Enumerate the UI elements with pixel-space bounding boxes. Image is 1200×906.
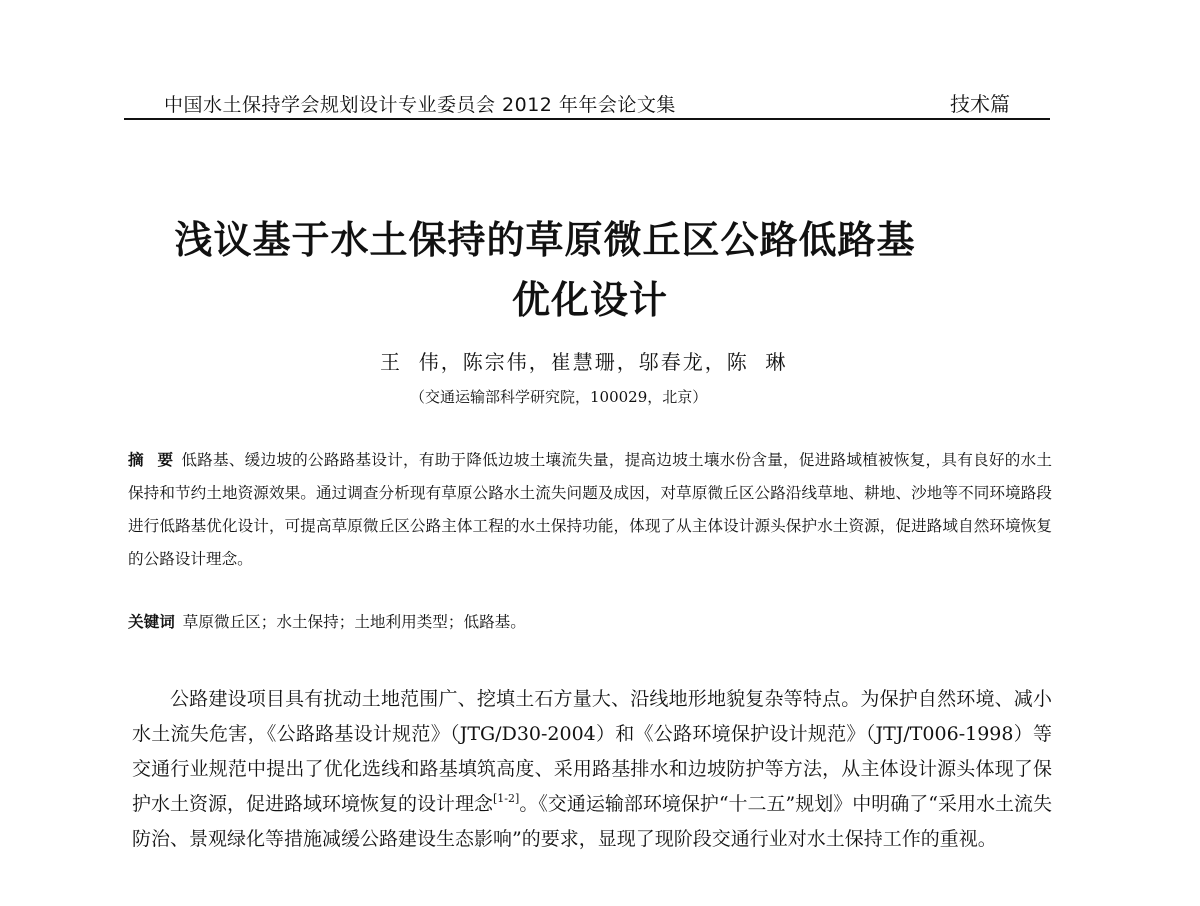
authors: 王 伟，陈宗伟，崔慧珊，邬春龙，陈 琳 [380, 350, 788, 374]
keywords [128, 610, 1052, 634]
abstract-text: 低路基、缓边坡的公路路基设计，有助于降低边坡土壤流失量，提高边坡土壤水份含量，促进路域植被恢复，具有良好的水土保持和节约土地资源效果。通过调查分析现有草原公路水土流失问题及成因，对草原微丘区公路沿线草地、耕地、沙地等不同环境路段进行低路基优化设计，可提高草原微丘区公路主体工程的水土保持功能，体现了从主体设计源头保护水土资源，促进路域自然环境恢复的公路设计理念。 [128, 451, 1052, 568]
citation-reference: [1-2] [493, 792, 520, 805]
keywords-text: 草原微丘区；水土保持；土地利用类型；低路基。 [182, 613, 526, 631]
proceedings-title: 中国水土保持学会规划设计专业委员会 2012 年年会论文集 [164, 94, 676, 116]
body-text-part-1: 公路建设项目具有扰动土地范围广、挖填土石方量大、沿线地形地貌复杂等特点。为保护自然环境、减小水土流失危害，《公路路基设计规范》（JTG/D30-2004）和《公路环境保护设计规范》（JTJ/T006-1998）等交通行业规范中提出了优化选线和路基填筑高度、采用路基排水和边坡防护等方法，从主体设计源头体现了保护水土资源，促进路域环境恢复的设计理念 [132, 688, 1052, 815]
abstract-label: 摘 要 [128, 451, 178, 469]
paper-title [0, 210, 1200, 330]
body-text-part-2: 。《交通运输部环境保护“十二五”规划》中明确了“采用水土流失防治、景观绿化等措施减缓公路建设生态影响”的要求，显现了现阶段交通行业对水土保持工作的重视。 [132, 793, 1052, 850]
title-line-2: 优化设计 [511, 278, 668, 322]
title-line-1: 浅议基于水土保持的草原微丘区公路低路基 [174, 218, 916, 262]
section-label: 技术篇 [950, 92, 1010, 116]
keywords-label: 关键词 [128, 613, 175, 631]
abstract [128, 444, 1052, 576]
running-header [124, 88, 1050, 120]
affiliation: （交通运输部科学研究院，100029，北京） [410, 388, 708, 406]
body-paragraph [132, 682, 1052, 857]
